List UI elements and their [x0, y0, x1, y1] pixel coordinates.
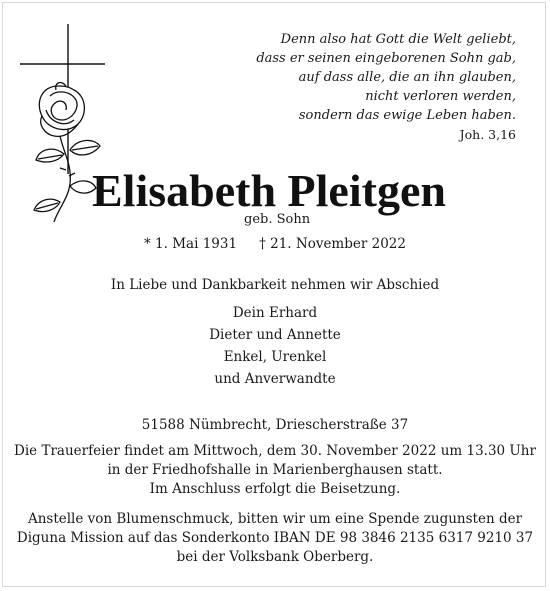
rose-icon [34, 83, 100, 222]
service-line: in der Friedhofshalle in Marienberghausen statt. [107, 462, 443, 478]
address: 51588 Nümbrecht, Driescherstraße 37 [141, 417, 409, 433]
mourner: Enkel, Urenkel [223, 349, 327, 365]
bible-verse [196, 30, 516, 144]
birth-date: * 1. Mai 1931 [144, 236, 238, 252]
verse-line: Denn also hat Gott die Welt geliebt, [280, 32, 516, 47]
verse-line: sondern das ewige Leben haben. [298, 108, 516, 123]
verse-reference: Joh. 3,16 [459, 127, 516, 142]
donation-info [0, 510, 550, 567]
mourner: Dieter und Annette [209, 327, 341, 343]
death-date: † 21. November 2022 [259, 236, 406, 252]
verse-line: dass er seinen eingeborenen Sohn gab, [256, 51, 516, 66]
mourner: Dein Erhard [232, 305, 318, 321]
life-dates [0, 236, 550, 252]
mourners-list [0, 302, 550, 390]
donation-line: bei der Volksbank Oberberg. [176, 549, 374, 565]
verse-line: auf dass alle, die an ihn glauben, [298, 70, 516, 85]
birth-name: geb. Sohn [244, 212, 311, 227]
farewell-text: In Liebe und Dankbarkeit nehmen wir Abschied [110, 277, 440, 293]
service-line: Die Trauerfeier findet am Mittwoch, dem 30. November 2022 um 13.30 Uhr [14, 443, 536, 459]
deceased-name: Elisabeth Pleitgen [92, 165, 446, 216]
donation-line: Diguna Mission auf das Sonderkonto IBAN DE 98 3846 2135 6317 9210 37 [16, 530, 534, 546]
service-line: Im Anschluss erfolgt die Beisetzung. [149, 481, 401, 497]
mourner: und Anverwandte [214, 371, 336, 387]
donation-line: Anstelle von Blumenschmuck, bitten wir um eine Spende zugunsten der [27, 511, 523, 527]
service-info [0, 442, 550, 499]
verse-line: nicht verloren werden, [365, 89, 516, 104]
